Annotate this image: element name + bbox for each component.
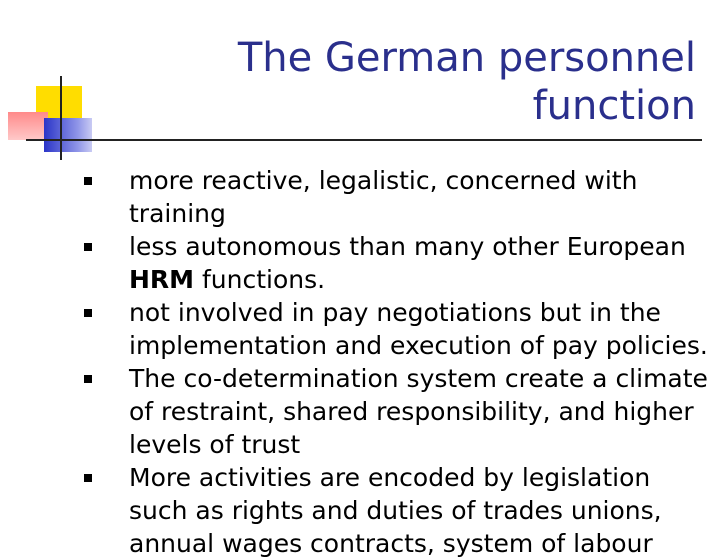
bullet-text: not involved in pay negotiations but in the implementation and execution of pay policies. (129, 298, 708, 360)
bullet-item-4 (84, 362, 714, 461)
horizontal-rule (26, 139, 702, 141)
bullet-text: More activities are encoded by legislation such as rights and duties of trades unions, annual wages contracts, system of labour (129, 463, 662, 558)
bullet-text-part-1: less autonomous than many other European (129, 232, 686, 261)
bullet-item-5 (84, 461, 714, 560)
bullet-list (84, 164, 714, 560)
square-bullet-icon (84, 309, 92, 317)
vertical-rule (60, 76, 62, 160)
square-bullet-icon (84, 375, 92, 383)
bullet-text-bold: HRM (129, 265, 195, 294)
square-bullet-icon (84, 177, 92, 185)
slide-title (136, 34, 696, 130)
blue-square-decoration (44, 118, 92, 152)
bullet-text-part-2: functions. (194, 265, 326, 294)
bullet-item-3 (84, 296, 714, 362)
square-bullet-icon (84, 243, 92, 251)
bullet-text: The co-determination system create a climate of restraint, shared responsibility, and higher levels of trust (129, 364, 708, 459)
slide-title-line-1: The German personnel (237, 35, 696, 81)
bullet-text: more reactive, legalistic, concerned with training (129, 166, 638, 228)
bullet-item-2 (84, 230, 714, 296)
slide-title-line-2: function (532, 83, 696, 129)
red-square-decoration (8, 112, 48, 140)
square-bullet-icon (84, 474, 92, 482)
bullet-item-1 (84, 164, 714, 230)
